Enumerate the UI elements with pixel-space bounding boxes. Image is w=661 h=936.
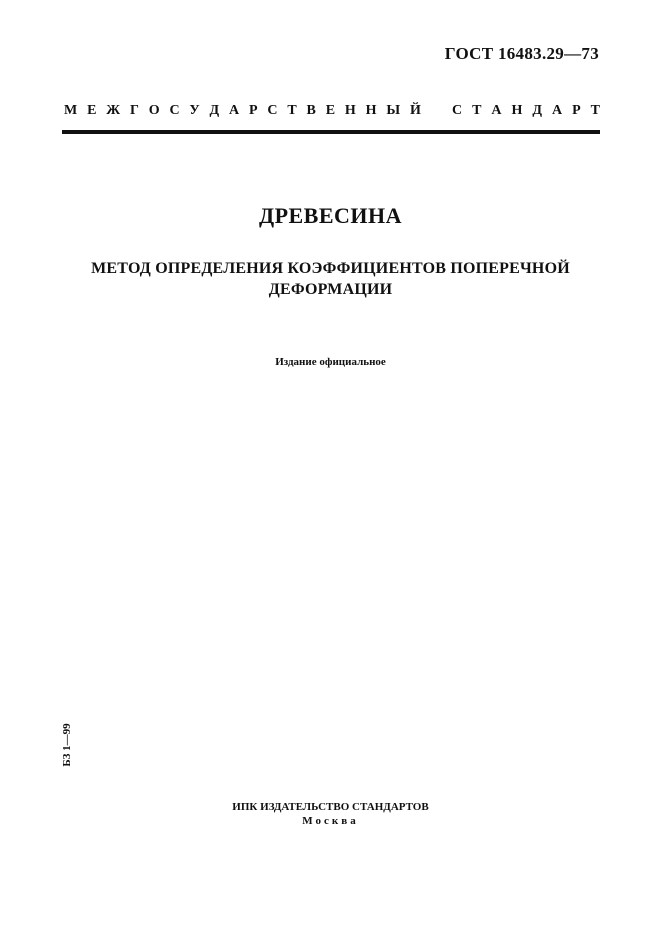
banner-word-standard: С Т А Н Д А Р Т [452,103,600,118]
standard-banner [64,103,600,119]
main-title: ДРЕВЕСИНА [258,203,403,228]
side-code-text: БЗ 1—99 [61,723,73,767]
banner-word-interstate: М Е Ж Г О С У Д А Р С Т В Е Н Н Ы Й [64,103,421,118]
city: Москва [302,815,359,827]
subtitle [60,258,601,300]
subtitle-line-2: ДЕФОРМАЦИИ [268,281,393,298]
edition-note: Издание официальное [275,356,386,368]
header-rule [62,130,600,134]
document-number: ГОСТ 16483.29—73 [444,44,599,63]
publisher: ИПК ИЗДАТЕЛЬСТВО СТАНДАРТОВ [232,801,429,813]
subtitle-line-1: МЕТОД ОПРЕДЕЛЕНИЯ КОЭФФИЦИЕНТОВ ПОПЕРЕЧНОЙ [91,260,570,277]
